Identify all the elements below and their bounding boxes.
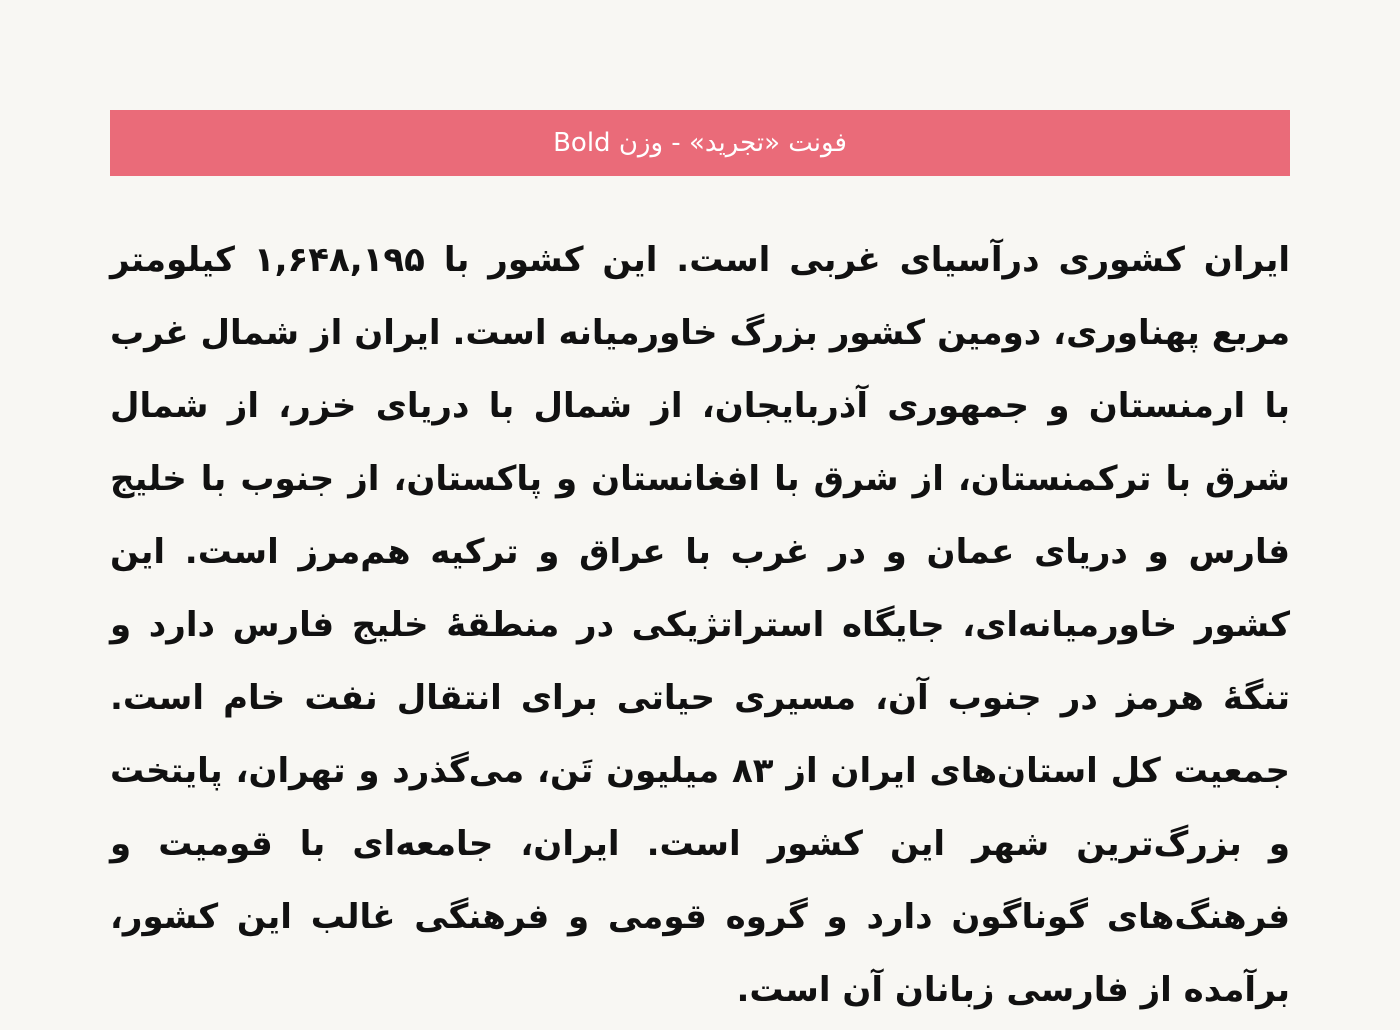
font-title: فونت «تجرید» - وزن Bold bbox=[553, 128, 847, 158]
font-title-banner bbox=[110, 110, 1290, 176]
sample-paragraph: ایران کشوری درآسیای غربی است. این کشور با ۱,۶۴۸,۱۹۵ کیلومتر مربع پهناوری، دومین کشور بزرگ خاورمیانه است. ایران از شمال غرب با ارمنستان و جمهوری آذربایجان، از شمال با دریای خزر، از شمال شرق با ترکمنستان، از شرق با افغانستان و پاکستان، از جنوب با خلیج فارس و دریای عمان و در غرب با عراق و ترکیه هم‌مرز است. این کشور خاورمیانه‌ای، جایگاه استراتژیکی در منطقهٔ خلیج فارس دارد و تنگهٔ هرمز در جنوب آن، مسیری حیاتی برای انتقال نفت خام است. جمعیت کل استان‌های ایران از ۸۳ میلیون تَن، می‌گذرد و تهران، پایتخت و بزرگ‌ترین شهر این کشور است. ایران، جامعه‌ای با قومیت و فرهنگ‌های گوناگون دارد و گروه قومی و فرهنگی غالب این کشور، برآمده از فارسی زبانان آن است. bbox=[110, 240, 1290, 1010]
